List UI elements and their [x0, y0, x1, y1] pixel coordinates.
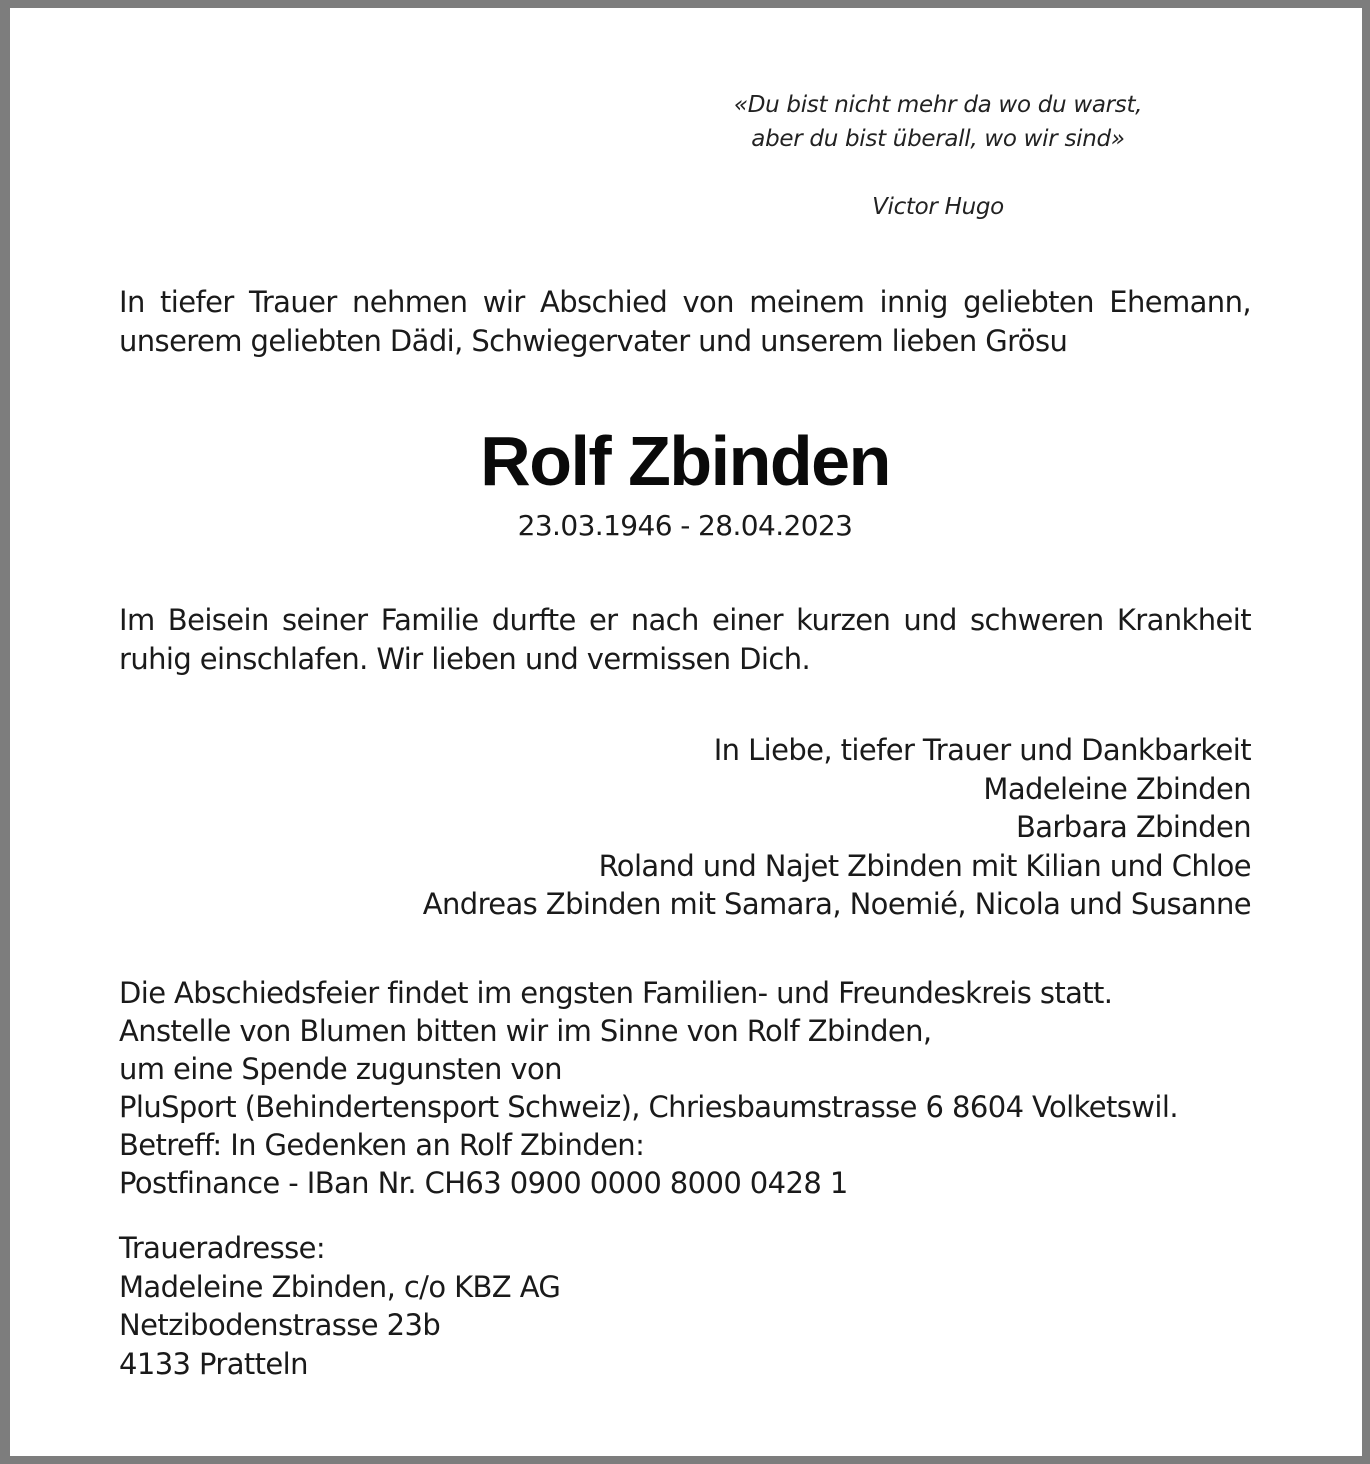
- mourners-signature-block: [119, 731, 1251, 924]
- signature-line: Roland und Najet Zbinden mit Kilian und Chloe: [598, 848, 1251, 883]
- mourning-address: [119, 1229, 1251, 1383]
- passing-line: ruhig einschlafen. Wir lieben und vermissen Dich.: [119, 642, 811, 676]
- ceremony-donation-paragraph: [119, 974, 1251, 1202]
- address-line: 4133 Pratteln: [119, 1346, 308, 1381]
- deceased-name: Rolf Zbinden: [480, 422, 890, 500]
- ceremony-line: Die Abschiedsfeier findet im engsten Familien- und Freundeskreis statt.: [119, 976, 1113, 1010]
- life-dates: 23.03.1946 - 28.04.2023: [517, 509, 853, 542]
- ceremony-line: Anstelle von Blumen bitten wir im Sinne von Rolf Zbinden,: [119, 1014, 932, 1048]
- ceremony-line: Betreff: In Gedenken an Rolf Zbinden:: [119, 1128, 645, 1162]
- address-line: Madeleine Zbinden, c/o KBZ AG: [119, 1269, 561, 1304]
- epigraph-quote: [700, 88, 1176, 156]
- intro-line: unserem geliebten Dädi, Schwiegervater und unserem lieben Grösu: [119, 324, 1068, 358]
- quote-line: «Du bist nicht mehr da wo du warst,: [733, 92, 1143, 118]
- signature-line: Andreas Zbinden mit Samara, Noemié, Nicola und Susanne: [422, 887, 1251, 921]
- passing-line: Im Beisein seiner Familie durfte er nach einer kurzen und schweren Krankheit: [119, 603, 1251, 637]
- intro-line: In tiefer Trauer nehmen wir Abschied von meinem innig geliebten Ehemann,: [119, 285, 1251, 319]
- quote-line: aber du bist überall, wo wir sind»: [751, 126, 1125, 152]
- ceremony-line: PluSport (Behindertensport Schweiz), Chriesbaumstrasse 6 8604 Volketswil.: [119, 1090, 1178, 1124]
- signature-line: In Liebe, tiefer Trauer und Dankbarkeit: [713, 733, 1251, 767]
- signature-line: Barbara Zbinden: [1015, 810, 1251, 844]
- intro-paragraph: [119, 283, 1251, 361]
- address-line: Traueradresse:: [119, 1231, 326, 1265]
- signature-line: Madeleine Zbinden: [983, 771, 1251, 806]
- address-line: Netzibodenstrasse 23b: [119, 1308, 441, 1342]
- quote-author: Victor Hugo: [872, 194, 1004, 220]
- ceremony-line: Postfinance - IBan Nr. CH63 0900 0000 8000 0428 1: [119, 1166, 848, 1200]
- passing-paragraph: [119, 601, 1251, 679]
- ceremony-line: um eine Spende zugunsten von: [119, 1052, 562, 1086]
